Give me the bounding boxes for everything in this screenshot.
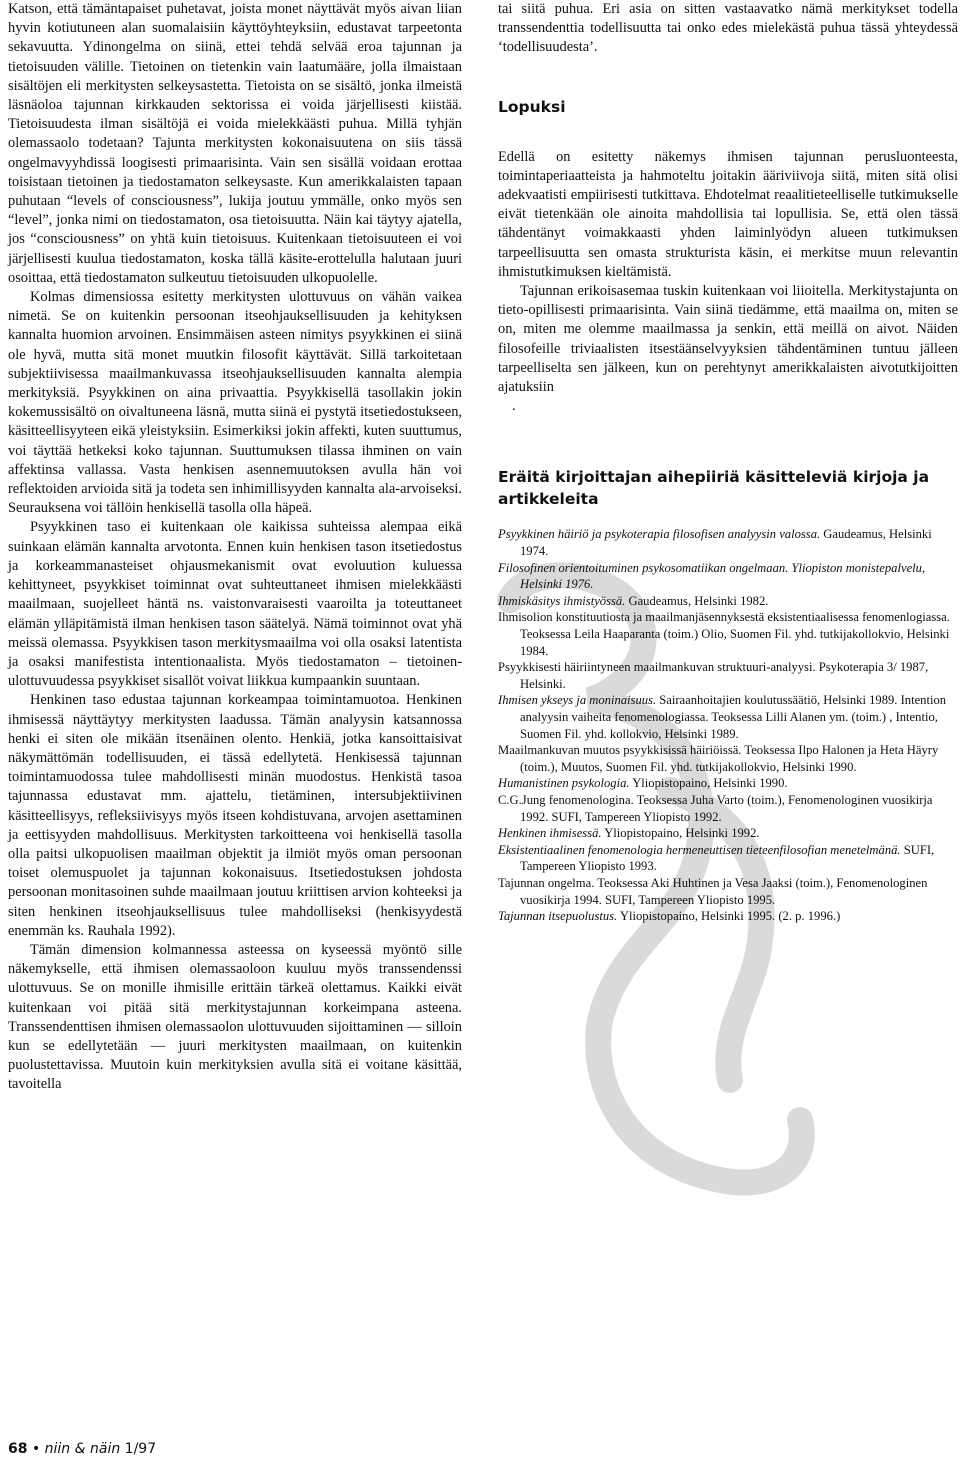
reference-list: [498, 526, 958, 924]
conclusion-paragraph: Edellä on esitetty näkemys ihmisen tajunnan perusluonteesta, toimintaperiaatteista ja hahmoteltu joitakin ääriviivoja siitä, miten sitä olisi adekvaatisti empiirisesti tutkittava. Ehdotelmat reaalitieteelliselle tutkimukselle eivät tietenkään ole ainoita mahdollisia tai lopullisia. Se, että olen tässä tähdentänyt voimakkaasti yhden laiminlyödyn alueen tutkimuksen tarpeellisuutta sen omasta strukturista käsin, ei merkitse muun relevantin ihmistutkimuksen kieltämistä.: [498, 148, 958, 280]
footer-bullet: •: [31, 1441, 41, 1457]
left-text-column: [8, 0, 462, 1095]
reference-item: Tajunnan ongelma. Teoksessa Aki Huhtinen ja Vesa Jaaksi (toim.), Fenomenologinen vuosikirja 1994. SUFI, Tampereen Yliopisto 1995.: [498, 875, 928, 907]
reference-item: Psyykkinen häiriö ja psykoterapia filosofisen analyysin valossa. Gaudeamus, Helsinki 1974.: [498, 527, 932, 559]
reference-item: Ihmisen ykseys ja moninaisuus. Sairaanhoitajien koulutussäätiö, Helsinki 1989. Intention analyysin vaiheita fenomenologiassa. Teoksessa Lilli Alanen ym. (toim.) , Intentio, Suomen Fil. yhd. kollokvio, Helsinki 1989.: [498, 693, 947, 741]
page-footer: [8, 1440, 156, 1458]
issue-number: 1/97: [124, 1441, 157, 1457]
reference-item: Filosofinen orientoituminen psykosomatiikan ongelmaan. Yliopiston monistepalvelu, Helsinki 1976.: [498, 560, 926, 592]
reference-item: Ihmisolion konstituutiosta ja maailmanjäsennyksestä eksistentiaalisessa fenomenlogiassa. Teoksessa Leila Haaparanta (toim.) Olio, Suomen Fil. yhd. tutkijakollokvio, Helsinki 1984.: [498, 610, 950, 658]
body-paragraph: Tämän dimension kolmannessa asteessa on kyseessä myöntö sille näkemykselle, että ihmisen olemassaoloon kuuluu myös transsendenssi ulottuvuus. Se on monille ihmisille erittäin tärkeä olettamus. Kaikki eivät kuitenkaan voi pitää sitä merkitystajunnan korkeimpana asteena. Transsendenttisen ihmisen olemassaolon ulottuvuuden sijoittaminen — silloin kun se edellytetään — juuri merkitysten maailmaan, on kuitenkin puolustettavissa. Muutoin kuin merkityksien avulla sitä ei voitane käsittää, tavoitella: [8, 941, 462, 1093]
section-heading-references: Eräitä kirjoittajan aihepiiriä käsitteleviä kirjoja ja artikkeleita: [498, 468, 930, 509]
reference-item: C.G.Jung fenomenologina. Teoksessa Juha Varto (toim.), Fenomenologinen vuosikirja 1992. SUFI, Tampereen Yliopisto 1992.: [498, 792, 933, 824]
right-text-column: [498, 0, 958, 925]
page-number: 68: [8, 1441, 28, 1457]
body-paragraph: Kolmas dimensiossa esitetty merkitysten ulottuvuus on vähän vaikea nimetä. Se on kuitenkin persoonan itseohjauksellisuuden ja kehityksen kannalta huomion arvoinen. Ensimmäisen asteen nimitys psyykkinen ei siinä ole hyvä, mutta sitä monet muutkin filosofit käyttävät. Sillä tarkoitetaan subjektiivisessa maailmankuvassa itseohjauksellisuuden kannalta alempia merkityksiä. Psyykkinen on aina privaattia. Psyykkisellä tasollakin jokin kokemussisältö on oivaltuneena läsnä, mutta siinä ei pystytä itsetiedostukseen, käsitteellisyyteen eikä yleistyksiin. Esimerkiksi jokin affekti, kuten suuttumus, voi täyttää hetkeksi koko tajunnan. Suuttumuksen tilassa ihminen on vain affektinsa vallassa. Vasta henkisen asennemuutoksen avulla hän voi reflektoiden arvioida sitä ja todeta sen inhimillisyyden kannalta ala-arvoiseksi. Seurauksena voi tällöin henkisellä tasolla olla häpeä.: [8, 289, 462, 517]
body-paragraph: Henkinen taso edustaa tajunnan korkeampaa toimintamuotoa. Henkinen ihmisessä näyttäytyy merkitysten laadussa. Tämän analyysin katsannossa henki ei siten ole mikään itsenäinen olento. Henkiä, jotka kansoittaisivat näkymättömän todellisuuden, ei tässä edellytetä. Henkisessä tajunnan toimintamuodossa tulee mahdollisesti minän muodostus. Henkistä tasoa tajunnassa edustavat mm. ajattelu, tietäminen, intersubjektiivinen käsitteellisyys, refleksiivisyys myös itseen kohdistuvana, arvojen asettaminen ja eettisyyden mahdollisuus. Merkitysten tarkoitteena voi henkisellä tasolla olla paitsi ulkopuolisen maailman objektit ja ilmiöt myös oman persoonan toiset olemuspuolet ja tajunnan kokonaisuus. Itsetiedostuksen johdosta persoonan monitasoinen suhde maailmaan joutuu kriittisen arvion kohteeksi ja siten henkinen itseohjauksellisuus tulee mahdolliseksi (henkisyydestä enemmän ks. Rauhala 1992).: [8, 692, 462, 939]
trailing-dot: .: [512, 398, 516, 415]
conclusion-paragraph: Tajunnan erikoisasemaa tuskin kuitenkaan voi liioitella. Merkitystajunta on tieto-opillisesti primaarisinta. Vain siinä tiedämme, että maailma on, miten se on, miten me olemme maailmassa ja senkin, että meillä on aivot. Näiden filosofeille triviaalisten itsestäänselvyyksien tähdentäminen tuntuu jälleen tarpeelliselta sen jälkeen, kun on perehtynyt amerikkalaisten aivotutkijoitten ajatuksiin: [498, 283, 958, 396]
reference-item: Humanistinen psykologia. Yliopistopaino, Helsinki 1990.: [498, 776, 788, 791]
reference-item: Henkinen ihmisessä. Yliopistopaino, Helsinki 1992.: [498, 826, 760, 841]
continuation-paragraph: tai siitä puhua. Eri asia on sitten vastaavatko nämä merkitykset todella transsendenttia todellisuutta tai onko edes mielekästä puhua tässä yhteydessä ‘todellisuudesta’.: [498, 1, 958, 56]
reference-item: Tajunnan itsepuolustus. Yliopistopaino, Helsinki 1995. (2. p. 1996.): [498, 909, 841, 924]
reference-item: Ihmiskäsitys ihmistyössä. Gaudeamus, Helsinki 1982.: [498, 593, 769, 608]
reference-item: Psyykkisesti häiriintyneen maailmankuvan struktuuri-analyysi. Psykoterapia 3/ 1987, Helsinki.: [498, 660, 929, 691]
body-paragraph: Psyykkinen taso ei kuitenkaan ole kaikissa suhteissa alempaa eikä suinkaan elämän kannalta arvotonta. Ennen kuin henkisen tason itsetiedostus ja korkeammanasteiset ohjausmekanismit ovat evoluution kuluessa kehittyneet, psyykkiset toiminnat ovat suhteuttaneet ihmisen mielekkäästi maailmaan, suojelleet häntä ns. vaistonvaraisesti vaaroilta ja toteuttaneet elämän ylläpitämistä ilman henkisen tason säätelyä. Nämä toiminnot ovat yhä meissä olemassa. Psyykkisen tason merkitysmaailma voi olla osaksi latentista ja osaksi manifestista intentionaalista. Myös tiedostamaton – tietoinen-ulottuvuudessa psyykkiset sisallöt voivat liikkua kumpaankin suuntaan.: [8, 519, 462, 690]
body-paragraph: Katson, että tämäntapaiset puhetavat, joista monet näyttävät myös aivan liian hyvin kotiutuneen alan suomalaisiin käyttöyhteyksiin, edustavat tarpeetonta sekavuutta. Ydinongelma on siinä, ettei tehdä selvää eroa tajunnan ja tietoisuuden välille. Tietoinen on tietenkin vain laatumääre, jolla ilmaistaan sisältöjen eli merkitysten selkeysastetta. Tietoista on se sisältö, jonka ilmeistä läsnäoloa tajunnan kirkkauden sektorissa ei voida järjellisesti kiistää. Tietoisuudesta ilman sisältöjä ei voida mielekkäästi puhua. Millä tyhjän olemassaolo todetaan? Tajunta merkitysten kokonaisuutena on siis tässä ongelmavyyhdissä loogisesti primaarisinta. Vain sen sisällä voidaan erottaa toisistaan tietoinen ja tiedostamaton selkeysaste. Kun amerikkalaisten tapaan puhutaan “levels of consciousness”, lukija joutuu ymmälle, onko myös sen “level”, jonka nimi on tiedostamaton, osa tietoisuutta. Näin kai täytyy ajatella, jos “consciousness” on yhtä kuin tietoisuus. Kuitenkaan tietoisuuteen ei voi järjellisesti kuulua tiedostamaton, koska tällä käsite-erottelulla halutaan juuri osoittaa, että tiedostamaton sulkeutuu tietoisuuden ulkopuolelle.: [8, 1, 462, 286]
section-heading-conclusion: Lopuksi: [498, 97, 566, 116]
magazine-name: niin & näin: [44, 1441, 121, 1457]
reference-item: Eksistentiaalinen fenomenologia hermeneuttisen tieteenfilosofian menetelmänä. SUFI, Tampereen Yliopisto 1993.: [498, 842, 935, 874]
reference-item: Maailmankuvan muutos psyykkisissä häiriöissä. Teoksessa Ilpo Halonen ja Heta Häyry (toim.), Muutos, Suomen Fil. yhd. tutkijakollokvio, Helsinki 1990.: [498, 743, 939, 774]
